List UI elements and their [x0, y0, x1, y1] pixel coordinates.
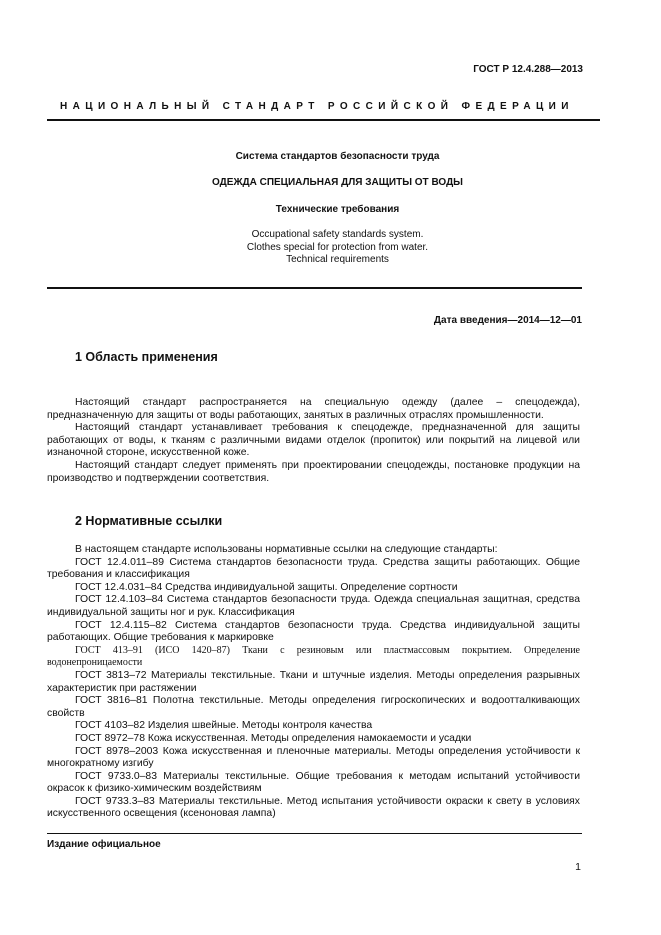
english-title-line-2: Clothes special for protection from water. — [246, 241, 429, 253]
paragraph: Настоящий стандарт устанавливает требования к спецодежде, предназначенной для защиты работающих от воды, к тканям с различными видами отделок (пропиток) или покрытий на лицевой или изнаночной стороне, искусственной коже. — [47, 422, 580, 459]
reference-item: ГОСТ 12.4.031–84 Средства индивидуальной защиты. Определение сортности — [75, 581, 458, 593]
main-title: ОДЕЖДА СПЕЦИАЛЬНАЯ ДЛЯ ЗАЩИТЫ ОТ ВОДЫ — [212, 177, 463, 188]
english-title-line-1: Occupational safety standards system. — [251, 229, 424, 240]
paragraph: В настоящем стандарте использованы нормативные ссылки на следующие стандарты: — [75, 544, 498, 555]
reference-item: ГОСТ 3816–81 Полотна текстильные. Методы определения гигроскопических и водоотталкивающих свойств — [47, 695, 580, 719]
system-title: Система стандартов безопасности труда — [235, 151, 440, 162]
reference-item: ГОСТ 9733.3–83 Материалы текстильные. Метод испытания устойчивости окраски к свету в условиях искусственного освещения (ксеноновая лампа) — [47, 795, 580, 820]
reference-item: ГОСТ 12.4.115–82 Система стандартов безопасности труда. Средства индивидуальной защиты работающих. Общие требования к маркировке — [47, 619, 580, 644]
section-2-heading: 2 Нормативные ссылки — [75, 514, 223, 528]
reference-item: ГОСТ 12.4.011–89 Система стандартов безопасности труда. Средства защиты работающих. Общие требования и классификация — [47, 556, 580, 581]
reference-item: ГОСТ 8978–2003 Кожа искусственная и пленочные материалы. Методы определения устойчивости к многократному изгибу — [47, 745, 580, 770]
footer-divider — [47, 833, 582, 834]
section-1-heading: 1 Область применения — [75, 350, 218, 364]
reference-item: ГОСТ 8972–78 Кожа искусственная. Методы определения намокаемости и усадки — [75, 732, 472, 744]
document-code: ГОСТ Р 12.4.288—2013 — [473, 64, 583, 75]
title-divider — [47, 287, 582, 289]
english-title-line-3: Technical requirements — [286, 254, 389, 265]
section-1-body — [47, 397, 580, 485]
reference-item: ГОСТ 9733.0–83 Материалы текстильные. Общие требования к методам испытаний устойчивости окрасок к физико-химическим воздействиям — [47, 770, 580, 795]
national-standard-banner: НАЦИОНАЛЬНЫЙ СТАНДАРТ РОССИЙСКОЙ ФЕДЕРАЦИИ — [60, 101, 574, 112]
paragraph: Настоящий стандарт распространяется на специальную одежду (далее – спецодежда), предназначенную для защиты от воды работающих, занятых в различных отраслях промышленности. — [47, 397, 580, 421]
official-edition-label: Издание официальное — [47, 839, 161, 850]
reference-item: ГОСТ 4103–82 Изделия швейные. Методы контроля качества — [75, 720, 373, 732]
paragraph: Настоящий стандарт следует применять при проектировании спецодежды, постановке продукции на производство и подтверждении соответствия. — [47, 459, 580, 484]
subtitle: Технические требования — [275, 204, 400, 215]
reference-item: ГОСТ 3813–72 Материалы текстильные. Ткани и штучные изделия. Методы определения разрывных характеристик при растяжении — [47, 669, 580, 694]
reference-item: ГОСТ 413–91 (ИСО 1420–87) Ткани с резиновым или пластмассовым покрытием. Определение водонепроницаемости — [47, 644, 580, 669]
reference-item: ГОСТ 12.4.103–84 Система стандартов безопасности труда. Одежда специальная защитная, средства индивидуальной защиты ног и рук. Классификация — [47, 594, 580, 618]
english-title — [47, 229, 628, 267]
page-number: 1 — [575, 861, 581, 873]
top-divider — [47, 119, 600, 121]
section-2-body — [47, 544, 580, 821]
introduction-date: Дата введения—2014—12—01 — [433, 315, 582, 326]
